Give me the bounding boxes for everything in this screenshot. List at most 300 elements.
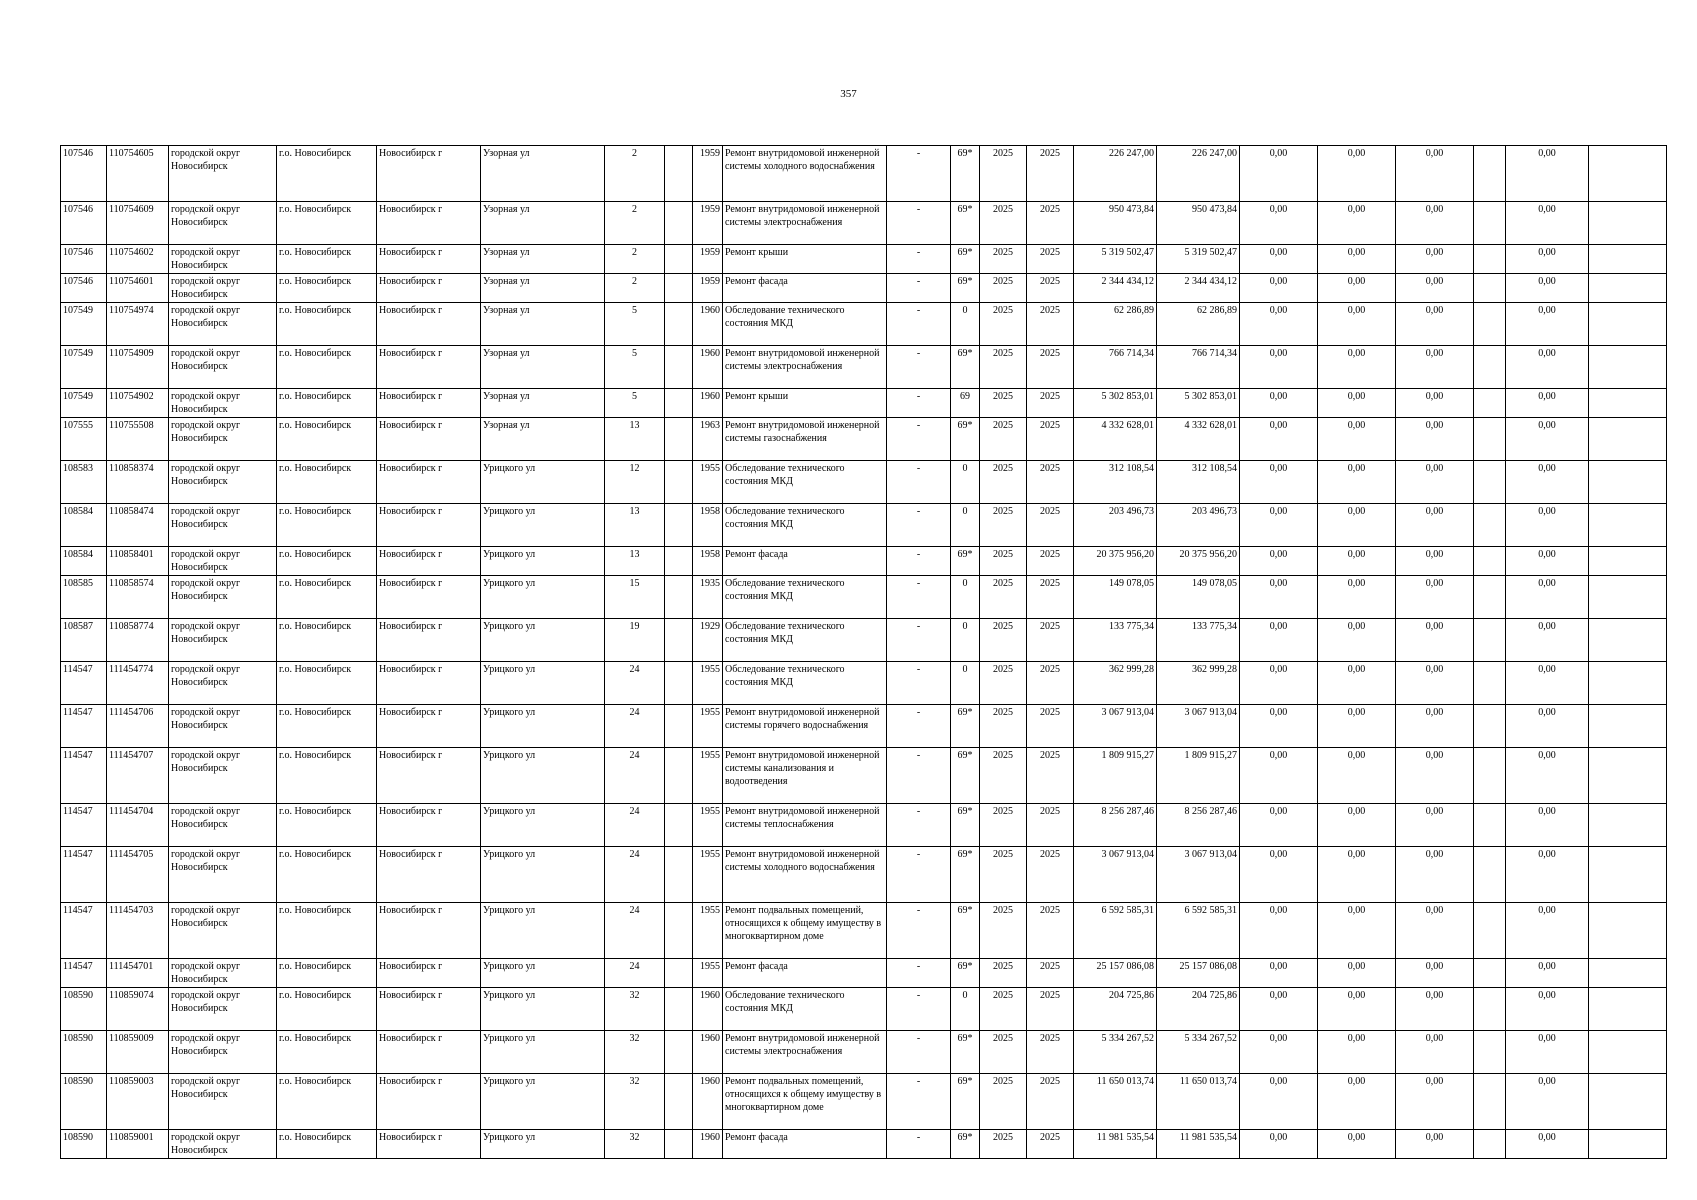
cell-district [169,988,277,1031]
cell-year-start [980,346,1027,389]
cell-blank [1474,146,1506,202]
cell-wear [951,1130,980,1159]
cell-value: 0,00 [1347,305,1366,316]
cell-value: - [916,348,921,359]
table-row-20 [61,988,1667,1031]
cell-value: Урицкого ул [483,849,536,860]
cell-value: городской округ Новосибирск [171,990,241,1014]
cell-year-end [1027,504,1074,547]
cell-end [1589,705,1667,748]
cell-value: 3 067 913,04 [1184,849,1237,860]
cell-value: 0,00 [1347,463,1366,474]
cell-value: 2025 [993,391,1013,402]
cell-value: 0,00 [1425,806,1444,817]
table-body [61,146,1667,1159]
cell-value: городской округ Новосибирск [171,750,241,774]
cell-go [277,1031,377,1074]
cell-value: Новосибирск г [379,961,443,972]
cell-code [107,576,169,619]
cell-value: Узорная ул [483,204,530,215]
cell-year-end [1027,146,1074,202]
cell-value [1476,1032,1503,1072]
cell-end [1589,389,1667,418]
cell-value: городской округ Новосибирск [171,1076,241,1100]
cell-value: Ремонт внутридомовой инженерной системы электроснабжения [725,348,880,372]
cell-value: 0,00 [1269,247,1288,258]
cell-value: 2025 [1040,463,1060,474]
cell-value: Новосибирск г [379,621,443,632]
cell-dash [887,547,951,576]
cell-street [481,847,605,903]
cell-value: 110858374 [109,463,154,474]
cell-value: 204 725,86 [1109,990,1154,1001]
cell-year-start [980,202,1027,245]
cell-value: 1955 [700,849,720,860]
cell-value: 110858474 [109,506,154,517]
cell-district [169,619,277,662]
cell-year [693,146,723,202]
cell-value: 2025 [1040,1076,1060,1087]
cell-value: Ремонт фасада [725,961,788,972]
cell-value [667,620,690,660]
cell-value: Узорная ул [483,305,530,316]
cell-value: 108584 [63,506,93,517]
cell-zero-1 [1240,202,1318,245]
cell-year-end [1027,903,1074,959]
cell-value: Урицкого ул [483,990,536,1001]
cell-year [693,619,723,662]
cell-value: 2025 [1040,806,1060,817]
cell-zero-4 [1506,988,1589,1031]
cell-year [693,988,723,1031]
cell-code [107,303,169,346]
cell-zero-4 [1506,576,1589,619]
cell-value: 5 302 853,01 [1101,391,1154,402]
cell-zero-2 [1318,959,1396,988]
cell-value: г.о. Новосибирск [279,1033,352,1044]
table-row-3 [61,274,1667,303]
cell-code [107,1130,169,1159]
cell-sum-fund [1157,418,1240,461]
cell-value [1591,706,1664,746]
cell-wear [951,576,980,619]
cell-zero-2 [1318,804,1396,847]
cell-value: 0,00 [1347,961,1366,972]
cell-value: 69* [957,204,973,215]
cell-korp [665,504,693,547]
cell-zero-2 [1318,1130,1396,1159]
cell-wear [951,903,980,959]
cell-value: - [916,391,921,402]
cell-zero-4 [1506,619,1589,662]
cell-value: Урицкого ул [483,1033,536,1044]
table-row-8 [61,461,1667,504]
cell-value: 0,00 [1538,1132,1556,1143]
cell-korp [665,389,693,418]
cell-sum-fund [1157,1031,1240,1074]
cell-zero-2 [1318,418,1396,461]
cell-go [277,547,377,576]
cell-id [61,1130,107,1159]
table-row-7 [61,418,1667,461]
cell-wear [951,1031,980,1074]
cell-house [605,245,665,274]
cell-value: Урицкого ул [483,905,536,916]
cell-value: 15 [629,578,640,589]
cell-value: 2025 [993,849,1013,860]
cell-sum-fund [1157,202,1240,245]
cell-district [169,1074,277,1130]
cell-value: 1955 [700,961,720,972]
cell-value: 0,00 [1425,849,1444,860]
cell-dash [887,1031,951,1074]
cell-value: 2 [632,204,637,215]
cell-district [169,274,277,303]
cell-value: 32 [629,1132,640,1143]
cell-value: 8 256 287,46 [1101,806,1154,817]
cell-sum-total [1074,245,1157,274]
cell-street [481,662,605,705]
cell-work [723,705,887,748]
cell-street [481,804,605,847]
cell-value: 0,00 [1425,463,1444,474]
cell-value: 204 725,86 [1192,990,1237,1001]
cell-go [277,504,377,547]
cell-zero-2 [1318,504,1396,547]
cell-korp [665,418,693,461]
cell-year-start [980,303,1027,346]
cell-value: 0,00 [1347,506,1366,517]
cell-value: 11 650 013,74 [1179,1076,1237,1087]
cell-zero-4 [1506,748,1589,804]
cell-street [481,303,605,346]
cell-value: 11 981 535,54 [1096,1132,1154,1143]
cell-value: 107555 [63,420,93,431]
cell-end [1589,202,1667,245]
cell-value: 950 473,84 [1109,204,1154,215]
cell-year [693,504,723,547]
cell-value: 62 286,89 [1197,305,1237,316]
cell-value: 108585 [63,578,93,589]
cell-dash [887,804,951,847]
cell-value: г.о. Новосибирск [279,305,352,316]
cell-value: городской округ Новосибирск [171,391,241,415]
cell-value: 13 [629,420,640,431]
cell-zero-3 [1396,662,1474,705]
cell-go [277,662,377,705]
cell-zero-4 [1506,662,1589,705]
cell-value: Обследование технического состояния МКД [725,664,845,688]
cell-house [605,504,665,547]
cell-value: Обследование технического состояния МКД [725,990,845,1014]
cell-house [605,547,665,576]
cell-zero-2 [1318,705,1396,748]
table-row-16 [61,804,1667,847]
cell-value: 110858574 [109,578,154,589]
cell-value: 111454705 [109,849,154,860]
cell-value: 0,00 [1347,578,1366,589]
cell-zero-1 [1240,274,1318,303]
cell-go [277,1074,377,1130]
cell-value: Узорная ул [483,276,530,287]
cell-value: 766 714,34 [1192,348,1237,359]
cell-street [481,959,605,988]
cell-zero-4 [1506,202,1589,245]
cell-value [1591,304,1664,344]
cell-code [107,504,169,547]
cell-value: 5 302 853,01 [1184,391,1237,402]
cell-value: 0,00 [1269,1033,1288,1044]
cell-value: 4 332 628,01 [1101,420,1154,431]
cell-value: 0,00 [1425,305,1444,316]
cell-zero-1 [1240,1074,1318,1130]
cell-year [693,1130,723,1159]
cell-value: 0,00 [1538,990,1556,1001]
cell-value: городской округ Новосибирск [171,849,241,873]
cell-value: 0,00 [1269,305,1288,316]
cell-zero-2 [1318,303,1396,346]
cell-value: Урицкого ул [483,664,536,675]
cell-value [667,706,690,746]
cell-wear [951,461,980,504]
cell-zero-3 [1396,418,1474,461]
cell-city [377,1074,481,1130]
cell-value: городской округ Новосибирск [171,305,241,329]
cell-value [1591,390,1664,416]
cell-value: 2025 [1040,750,1060,761]
cell-year [693,418,723,461]
cell-sum-total [1074,959,1157,988]
cell-city [377,748,481,804]
cell-go [277,346,377,389]
cell-value: Урицкого ул [483,506,536,517]
cell-value: - [916,305,921,316]
cell-value: городской округ Новосибирск [171,806,241,830]
cell-value [1591,848,1664,901]
cell-value: - [916,463,921,474]
table-row-21 [61,1031,1667,1074]
cell-house [605,748,665,804]
cell-value: 11 650 013,74 [1096,1076,1154,1087]
cell-zero-1 [1240,461,1318,504]
cell-year-end [1027,988,1074,1031]
cell-value: 6 592 585,31 [1101,905,1154,916]
cell-value: 1958 [700,549,720,560]
cell-value: 0,00 [1347,148,1366,159]
cell-zero-2 [1318,576,1396,619]
cell-value: 24 [629,961,640,972]
cell-value: Новосибирск г [379,806,443,817]
cell-value: 3 067 913,04 [1101,849,1154,860]
cell-sum-total [1074,418,1157,461]
cell-value: Ремонт внутридомовой инженерной системы канализования и водоотведения [725,750,880,787]
cell-year [693,303,723,346]
cell-street [481,504,605,547]
cell-value: Новосибирск г [379,420,443,431]
cell-sum-total [1074,146,1157,202]
cell-korp [665,274,693,303]
cell-wear [951,346,980,389]
cell-zero-2 [1318,389,1396,418]
cell-value: - [916,905,921,916]
cell-value: 0,00 [1538,420,1556,431]
cell-zero-1 [1240,804,1318,847]
cell-value: 2025 [993,276,1013,287]
cell-value [1591,419,1664,459]
cell-blank [1474,662,1506,705]
cell-zero-1 [1240,1031,1318,1074]
cell-value: 0,00 [1425,707,1444,718]
cell-work [723,146,887,202]
cell-value: 69* [957,806,973,817]
cell-value: 69* [957,961,973,972]
cell-sum-total [1074,988,1157,1031]
cell-value: 362 999,28 [1192,664,1237,675]
cell-sum-fund [1157,804,1240,847]
cell-work [723,619,887,662]
cell-wear [951,146,980,202]
cell-value: 0 [962,664,968,675]
cell-value: Новосибирск г [379,905,443,916]
cell-value [667,749,690,802]
cell-zero-1 [1240,418,1318,461]
cell-value [667,275,690,301]
cell-value: Новосибирск г [379,1132,443,1143]
cell-value [1591,805,1664,845]
cell-value: 2025 [993,961,1013,972]
cell-value: Новосибирск г [379,463,443,474]
cell-zero-1 [1240,705,1318,748]
cell-value: 2025 [993,463,1013,474]
cell-zero-1 [1240,576,1318,619]
cell-value: 0,00 [1347,806,1366,817]
cell-value: 69* [957,849,973,860]
cell-zero-4 [1506,804,1589,847]
cell-value: 2025 [993,1033,1013,1044]
cell-value: 108590 [63,1076,93,1087]
cell-house [605,1130,665,1159]
cell-city [377,959,481,988]
cell-korp [665,903,693,959]
cell-value: 114547 [63,905,93,916]
cell-value [1591,147,1664,200]
cell-value: Ремонт крыши [725,391,789,402]
cell-value: городской округ Новосибирск [171,463,241,487]
cell-value [1476,390,1503,416]
cell-year [693,461,723,504]
cell-value: 107549 [63,391,93,402]
cell-end [1589,988,1667,1031]
cell-work [723,274,887,303]
cell-value [1476,419,1503,459]
table-row-1 [61,202,1667,245]
cell-value: 0,00 [1425,905,1444,916]
cell-id [61,504,107,547]
cell-house [605,576,665,619]
cell-zero-3 [1396,1074,1474,1130]
cell-value: 110859074 [109,990,154,1001]
cell-year [693,748,723,804]
cell-year-start [980,804,1027,847]
cell-value: 107549 [63,348,93,359]
cell-work [723,988,887,1031]
cell-value: г.о. Новосибирск [279,247,352,258]
cell-year-end [1027,1074,1074,1130]
cell-zero-1 [1240,662,1318,705]
cell-value: 110754902 [109,391,154,402]
cell-zero-3 [1396,576,1474,619]
cell-value: 107549 [63,305,93,316]
cell-value: 2025 [993,420,1013,431]
cell-blank [1474,847,1506,903]
cell-id [61,245,107,274]
cell-value [667,848,690,901]
cell-value [667,203,690,243]
cell-house [605,346,665,389]
cell-value: 0,00 [1347,750,1366,761]
cell-value: 1955 [700,905,720,916]
cell-value: Узорная ул [483,148,530,159]
cell-work [723,389,887,418]
table-row-11 [61,576,1667,619]
cell-go [277,146,377,202]
cell-sum-fund [1157,748,1240,804]
cell-value: 0,00 [1425,549,1444,560]
cell-district [169,959,277,988]
table-row-0 [61,146,1667,202]
cell-korp [665,346,693,389]
cell-id [61,1074,107,1130]
cell-value [1591,1032,1664,1072]
cell-value: 0,00 [1347,204,1366,215]
cell-value: 0,00 [1269,420,1288,431]
cell-blank [1474,705,1506,748]
cell-blank [1474,619,1506,662]
cell-zero-3 [1396,461,1474,504]
table-row-17 [61,847,1667,903]
cell-id [61,959,107,988]
cell-value: - [916,961,921,972]
cell-value: 0,00 [1538,506,1556,517]
cell-value [1591,246,1664,272]
cell-value: 0,00 [1347,247,1366,258]
cell-zero-2 [1318,1074,1396,1130]
cell-value: г.о. Новосибирск [279,664,352,675]
cell-city [377,245,481,274]
cell-district [169,202,277,245]
cell-value: 0 [962,578,968,589]
cell-code [107,619,169,662]
cell-dash [887,202,951,245]
cell-value: 69* [957,247,973,258]
cell-value: 2025 [1040,578,1060,589]
cell-year [693,346,723,389]
cell-wear [951,804,980,847]
cell-wear [951,504,980,547]
cell-value: 114547 [63,750,93,761]
cell-end [1589,461,1667,504]
cell-street [481,274,605,303]
cell-value: 69* [957,420,973,431]
cell-korp [665,988,693,1031]
cell-dash [887,245,951,274]
cell-dash [887,748,951,804]
cell-value: 0,00 [1269,348,1288,359]
cell-wear [951,274,980,303]
cell-value: 0,00 [1538,348,1556,359]
cell-sum-total [1074,576,1157,619]
cell-house [605,959,665,988]
